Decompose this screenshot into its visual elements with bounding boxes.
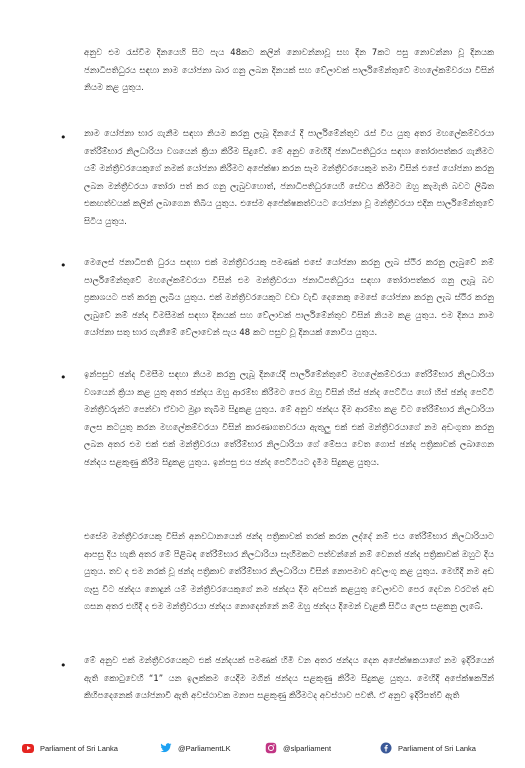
footer-twitter-link[interactable] xyxy=(160,741,231,755)
youtube-icon xyxy=(22,744,34,753)
facebook-label: Parliament of Sri Lanka xyxy=(398,743,476,753)
social-footer xyxy=(0,738,525,758)
paragraph-3: මෙලෙස් ජනාධිපති ධුරය සඳහා එක් මන්ත්‍රීවරයකු පමණක් එසේ යෝජනා කරනු ලැබ ස්ථිර කරනු ලැබුවේ නම් පාර්ලිමේන්තුවේ මහලේකම්වරයා විසින් එම මන්ත්‍රීවරයා ජනාධිපතිධුරය සඳහා තෝරාපත්කර ගනු ලැබූ බව ප්‍රකාශයට පත් කරනු ලැබිය යුතුය. එක් මන්ත්‍රීවරයෙකුට වඩා වැඩි දෙනෙකු මෙසේ යෝජනා කරනු ලැබ ස්ථිර කරනු ලැබුවේ නම් ඡන්ද විමසීමක් සඳහා දිනයක් සහ වේලාවක් පාර්ලිමේන්තුව විසින් නියම කළ යුතුය. එම දිනය නාම යෝජනා සතු භාර ගැනීමේ වේලාවෙන් පැය 48 කට පසුව වූ දිනයක් නොවිය යුතුය. xyxy=(84,257,494,337)
paragraph-1: අනුව එම රැස්වීම දිනයෙහි සිට පැය 48කට කලින් නොවන්නාවූ සහ දින 7කට පසු නොවන්නා වූ දිනයක ජනාධිපතිධුරය සඳහා නාම යෝජනා බාර ගනු ලබන දිනයක් සහ වේලාවක් පාර්ලිමේන්තුවේ මහලේකම්වරයා විසින් නියම කළ යුතුය. xyxy=(84,47,494,92)
facebook-icon xyxy=(380,742,392,754)
footer-youtube-link[interactable] xyxy=(22,741,118,755)
paragraph-6: මේ අනුව එක් මන්ත්‍රීවරයෙකුට එක් ඡන්දයක් පමණක් හිමි වන අතර ඡන්දය දෙන අපේක්ෂකයාගේ නම ඉදිරියෙන් ඇති කොටුවෙහි “1” යන ඉලක්කම යෙදීම මගින් ඡන්දය සළකුණු කිරීම සිදුකළ යුතුය. මෙහිදී අපේක්ෂකයින් කිහිපදෙනෙක් යෝජනාවී ඇති අවස්ථාවක මනාප සළකුණු කිරීමටද අවස්ථාව පවතී. ඒ අනුව ඉදිරිපත්වී ඇති xyxy=(84,655,494,700)
footer-facebook-link[interactable] xyxy=(380,741,476,755)
instagram-label: @slparliament xyxy=(283,743,332,753)
youtube-label: Parliament of Sri Lanka xyxy=(40,743,118,753)
paragraph-4: ඉන්පසුව ඡන්ද විමසීම සඳහා නියම කරනු ලැබූ දිනයේදී පාර්ලිමේන්තුවේ මහලේකම්වරයා තේරීම්භාර නිලධාරියා වශයෙන් ක්‍රියා කළ යුතු අතර ඡන්දය ඔහු ආරම්භ කිරීමට පෙර ඔහු විසින් හිස් ඡන්ද පෙට්ටිය හෝ හිස් ඡන්ද පෙට්ටි මන්ත්‍රීවරුන්ට පෙන්වා ඒවාට මුද්‍රා තැබීම සිදුකළ යුතුය. මේ අනුව ඡන්දය දීම ආරම්භ කළ විට තේරීම්භාර නිලධාරියා ලෙස කටයුතු කරන මහලේකම්වරයා විසින් කාරණාගතවරයා ඇතුලු එක් එක් මන්ත්‍රීවරයාගේ නම අඩංගුතා කරනු ලබන අතර එම එක් එක් මන්ත්‍රීවරයා තේරීම්භාර නිලධාරියා ගේ මේසය වෙත ගොස් ඡන්ද පත්‍රිකාවක් ලබාගෙන ඡන්දය සළකුණු කිරීම සිදුකළ යුතුය. ඉන්පසු එය ඡන්ද පෙට්ටියට දැමීම සිදුකළ යුතුය. xyxy=(84,369,494,467)
twitter-icon xyxy=(160,742,172,754)
instagram-icon xyxy=(265,742,277,754)
paragraph-2: නාම යෝජනා භාර ගැනීම සඳහා නියම කරනු ලැබූ දිනයේ දී පාර්ලිමේන්තුව රැස් විය යුතු අතර මහලේකම්වරයා තේරීම්භාර නිලධාරියා වශයෙන් ක්‍රියා කිරීම සිදුවේ. මේ අනුව මෙහිදී ජනාධිපතිධුරය සඳහා තෝරාපත්කර ගැනීමට යම් මන්ත්‍රීවරයෙකුගේ නමක් යෝජනා කිරීමට අපේක්ෂා කරන සෑම මන්ත්‍රීවරයෙකුම තමා විසින් එසේ යෝජනා කරනු ලබන මන්ත්‍රීවරයා තෝරා පත් කර ගනු ලැබුවහොත්, ජනාධිපතිධුරයෙහි සේවය කිරීමට ඔහු කැමැති බවට ලිඛිත එකඟත්වයක් කලින් ලබාගෙන තිබිය යුතුය. එසේම අපේක්ෂකත්වයට යෝජනා වූ මන්ත්‍රීවරයා එදින පාර්ලිමේන්තුවේ සිටිය යුතුය. xyxy=(84,128,494,226)
bullet-icon: • xyxy=(60,131,67,144)
paragraph-5: එසේම මන්ත්‍රීවරයෙකු විසින් අනවධානයෙන් ඡන්ද පත්‍රිකාවක් තරක් කරන ලද්දේ නම් එය තේරීම්භාර නිලධාරියාට ආපසු දිය හැකි අතර මේ පිළිබඳ තේරීම්භාර නිලධාරියා සෑහීමකට පත්වන්නේ නම් වෙනත් ඡන්ද පත්‍රිකාවක් ඔහුට දිය යුතුය. තව ද එම නරක් වූ ඡන්ද පත්‍රිකාව තේරීම්භාර නිලධාරියා විසින් නොපමාව අවලංගු කළ යුතුය. මෙහිදී නම අඩ ගෑසු විට ඡන්දය නොදුන් යම් මන්ත්‍රීවරයෙකුගේ නම ඡන්දය දීම අවසන් කළයුතු වෙලාවට පෙර දෙවන වරටත් අඩ ගසන අතර එහිදී ද එම මන්ත්‍රීවරයා ඡන්දය නොදෙන්නේ නම් ඔහු ඡන්දය දීමෙන් වැළකී සිටිය ලෙස සළකනු ලැබේ. xyxy=(84,531,494,611)
bullet-icon: • xyxy=(60,371,67,384)
twitter-label: @ParliamentLK xyxy=(178,743,231,753)
bullet-icon: • xyxy=(60,659,67,672)
footer-instagram-link[interactable] xyxy=(265,741,331,755)
bullet-icon: • xyxy=(60,259,67,272)
